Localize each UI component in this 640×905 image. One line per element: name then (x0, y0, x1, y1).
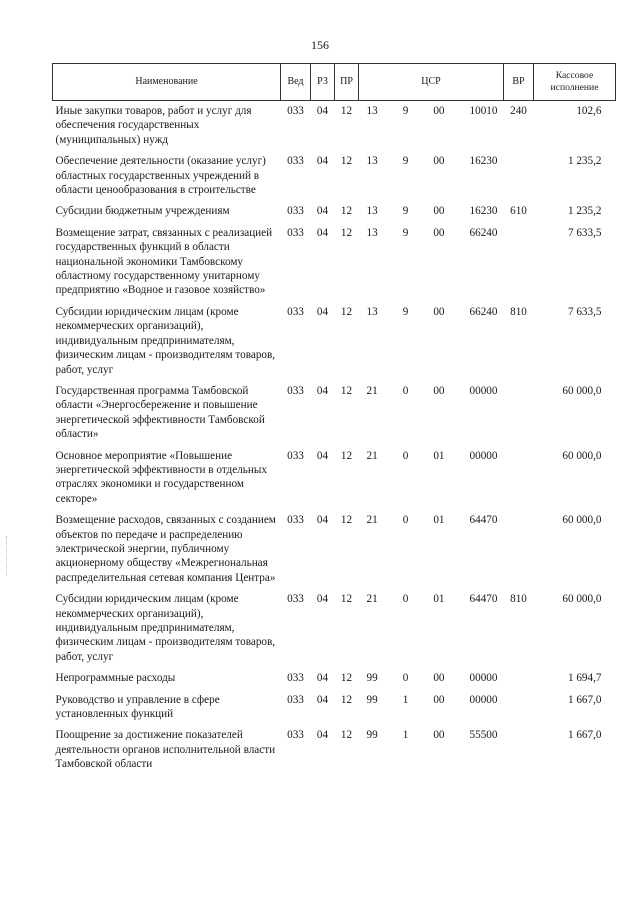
row-ved: 033 (287, 205, 304, 218)
csr-code (361, 592, 502, 606)
row-rz: 04 (316, 384, 329, 397)
row-pr: 12 (340, 205, 353, 218)
row-ved: 033 (287, 449, 304, 462)
row-amount: 1 667,0 (567, 693, 602, 706)
row-pr: 12 (340, 226, 353, 239)
row-csr (359, 101, 504, 152)
table-row (53, 589, 616, 668)
csr-code (361, 226, 502, 240)
row-amount: 60 000,0 (562, 514, 602, 527)
csr-part: 13 (366, 105, 378, 117)
row-rz: 04 (316, 155, 329, 168)
col-vr-header: ВР (504, 64, 534, 101)
csr-code (361, 305, 502, 319)
col-csr-header: ЦСР (359, 64, 504, 101)
table-row (53, 101, 616, 152)
row-amount: 102,6 (576, 105, 602, 117)
csr-code (361, 671, 502, 685)
row-amount: 7 633,5 (567, 226, 602, 239)
row-pr: 12 (340, 672, 353, 685)
csr-part: 21 (366, 384, 378, 397)
csr-code (361, 693, 502, 707)
csr-part: 00 (433, 672, 445, 685)
csr-part: 00000 (469, 693, 498, 706)
csr-part: 0 (402, 593, 409, 606)
row-ved: 033 (287, 593, 304, 606)
row-ved: 033 (287, 155, 304, 168)
row-vr: 810 (510, 593, 527, 606)
row-rz: 04 (316, 729, 329, 742)
row-rz: 04 (316, 693, 329, 706)
row-pr: 12 (340, 305, 353, 318)
row-vr (504, 381, 534, 446)
row-csr (359, 201, 504, 222)
row-name: Непрограммные расходы (55, 672, 176, 685)
row-vr (504, 223, 534, 302)
row-csr (359, 223, 504, 302)
csr-part: 64470 (469, 593, 498, 606)
csr-part: 13 (366, 226, 378, 239)
row-name: Государственная программа Тамбовской области «Энергосбережение и повышение энергетической эффективности Тамбовской области» (55, 384, 265, 441)
table-row (53, 381, 616, 446)
csr-part: 55500 (469, 729, 498, 742)
row-csr (359, 690, 504, 726)
row-ved: 033 (287, 514, 304, 527)
col-amount-header (534, 64, 616, 101)
row-rz: 04 (316, 593, 329, 606)
row-name: Обеспечение деятельности (оказание услуг) областных государственных учреждений в области ценообразования в строительстве (55, 155, 266, 197)
row-amount: 7 633,5 (567, 305, 602, 318)
row-ved: 033 (287, 226, 304, 239)
csr-part: 01 (433, 593, 445, 606)
row-name: Субсидии бюджетным учреждениям (55, 205, 230, 218)
row-csr (359, 381, 504, 446)
row-vr (504, 725, 534, 775)
csr-part: 00 (433, 105, 445, 117)
row-ved: 033 (287, 693, 304, 706)
row-ved: 033 (287, 305, 304, 318)
row-csr (359, 668, 504, 689)
row-pr: 12 (340, 729, 353, 742)
table-row (53, 668, 616, 689)
row-csr (359, 725, 504, 775)
csr-part: 99 (366, 672, 378, 685)
table-row (53, 223, 616, 302)
csr-code (361, 449, 502, 463)
csr-part: 0 (402, 384, 409, 397)
csr-part: 00 (433, 226, 445, 239)
col-rz-header: РЗ (311, 64, 335, 101)
row-amount: 60 000,0 (562, 384, 602, 397)
csr-code (361, 104, 502, 118)
row-name: Субсидии юридическим лицам (кроме некоммерческих организаций), индивидуальным предпринимателям, физическим лицам - производителям товаров, работ, услуг (55, 305, 276, 376)
row-name: Основное мероприятие «Повышение энергетической эффективности в отдельных отраслях экономики и государственном секторе» (55, 449, 267, 505)
row-csr (359, 589, 504, 668)
csr-part: 00 (433, 729, 445, 742)
row-pr: 12 (340, 449, 353, 462)
row-vr (504, 690, 534, 726)
row-amount: 60 000,0 (562, 593, 602, 606)
row-vr (504, 151, 534, 201)
csr-part: 21 (366, 593, 378, 606)
csr-part: 00 (433, 693, 445, 706)
csr-part: 9 (402, 105, 409, 117)
row-pr: 12 (340, 693, 353, 706)
csr-part: 1 (402, 729, 409, 742)
budget-table (52, 63, 616, 776)
row-vr: 610 (510, 205, 527, 218)
row-ved: 033 (287, 672, 304, 685)
row-name: Возмещение расходов, связанных с созданием объектов по передаче и распределению электрической энергии, публичному акционерному обществу «Межрегиональная распределительная сетевая компания Центра» (55, 514, 276, 584)
csr-part: 9 (402, 226, 409, 239)
row-name: Руководство и управление в сфере установленных функций (55, 693, 220, 721)
table-row (53, 725, 616, 775)
row-rz: 04 (316, 226, 329, 239)
csr-code (361, 513, 502, 527)
row-pr: 12 (340, 155, 353, 168)
table-header (53, 64, 616, 101)
row-name: Поощрение за достижение показателей деятельности органов исполнительной власти Тамбовской области (55, 729, 276, 771)
csr-part: 66240 (469, 226, 498, 239)
csr-part: 10010 (469, 105, 498, 117)
row-vr: 810 (510, 305, 527, 318)
table-body (53, 101, 616, 776)
row-name: Субсидии юридическим лицам (кроме некоммерческих организаций), индивидуальным предпринимателям, физическим лицам - производителям товаров, работ, услуг (55, 593, 276, 663)
row-rz: 04 (316, 514, 329, 527)
csr-part: 00000 (469, 384, 498, 397)
csr-part: 13 (366, 305, 378, 318)
row-name: Иные закупки товаров, работ и услуг для обеспечения государственных (муниципальных) нужд (55, 105, 252, 146)
row-csr (359, 302, 504, 381)
row-ved: 033 (287, 105, 304, 117)
row-rz: 04 (316, 205, 329, 218)
col-ved-header: Вед (281, 64, 311, 101)
table-row (53, 302, 616, 381)
csr-part: 16230 (469, 155, 498, 168)
col-amount-header-line1: Кассовое (555, 70, 594, 81)
row-amount: 1 235,2 (567, 155, 602, 168)
csr-part: 66240 (469, 305, 498, 318)
csr-part: 9 (402, 205, 409, 218)
csr-part: 21 (366, 514, 378, 527)
row-vr (504, 510, 534, 589)
csr-part: 0 (402, 449, 409, 462)
csr-part: 0 (402, 672, 409, 685)
csr-part: 16230 (469, 205, 498, 218)
csr-part: 01 (433, 449, 445, 462)
csr-part: 9 (402, 155, 409, 168)
row-pr: 12 (340, 593, 353, 606)
row-rz: 04 (316, 672, 329, 685)
csr-part: 00 (433, 305, 445, 318)
csr-part: 1 (402, 693, 409, 706)
row-name: Возмещение затрат, связанных с реализацией государственных функций в области национальной экономики Тамбовскому областному государственному унитарному предприятию «Водное и газовое хозяйство» (55, 226, 273, 297)
csr-part: 00 (433, 205, 445, 218)
csr-part: 01 (433, 514, 445, 527)
row-rz: 04 (316, 105, 329, 117)
col-pr-header: ПР (335, 64, 359, 101)
row-csr (359, 446, 504, 511)
table-row (53, 690, 616, 726)
table-row (53, 446, 616, 511)
row-amount: 1 667,0 (567, 729, 602, 742)
row-pr: 12 (340, 384, 353, 397)
row-pr: 12 (340, 514, 353, 527)
csr-part: 13 (366, 155, 378, 168)
csr-part: 9 (402, 305, 409, 318)
row-pr: 12 (340, 105, 353, 117)
csr-part: 13 (366, 205, 378, 218)
csr-part: 0 (402, 514, 409, 527)
csr-part: 99 (366, 693, 378, 706)
row-rz: 04 (316, 305, 329, 318)
row-csr (359, 151, 504, 201)
row-vr (504, 446, 534, 511)
col-amount-header-line2: исполнение (550, 82, 599, 93)
row-amount: 60 000,0 (562, 449, 602, 462)
csr-code (361, 384, 502, 398)
csr-part: 00 (433, 384, 445, 397)
row-ved: 033 (287, 384, 304, 397)
table-row (53, 151, 616, 201)
row-rz: 04 (316, 449, 329, 462)
page-number: 156 (311, 38, 329, 52)
csr-part: 00 (433, 155, 445, 168)
row-vr (504, 668, 534, 689)
table-row (53, 510, 616, 589)
csr-part: 21 (366, 449, 378, 462)
margin-mark (6, 536, 13, 576)
row-amount: 1 694,7 (567, 672, 602, 685)
table-row (53, 201, 616, 222)
csr-code (361, 154, 502, 168)
csr-code (361, 204, 502, 218)
col-name-header: Наименование (53, 64, 281, 101)
row-amount: 1 235,2 (567, 205, 602, 218)
row-ved: 033 (287, 729, 304, 742)
csr-part: 00000 (469, 449, 498, 462)
csr-code (361, 728, 502, 742)
csr-part: 00000 (469, 672, 498, 685)
row-vr: 240 (510, 105, 527, 117)
csr-part: 99 (366, 729, 378, 742)
row-csr (359, 510, 504, 589)
csr-part: 64470 (469, 514, 498, 527)
